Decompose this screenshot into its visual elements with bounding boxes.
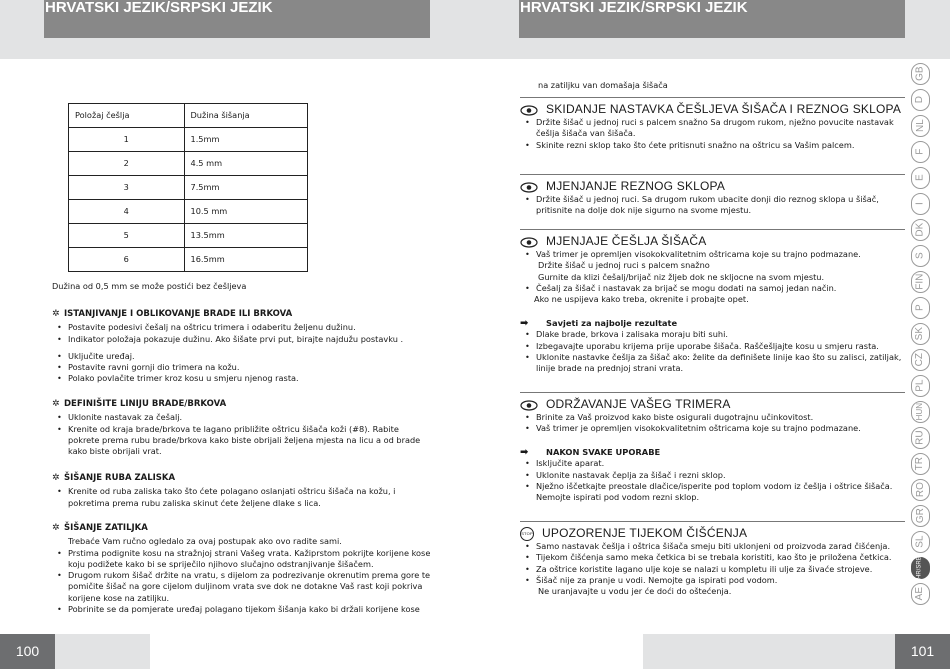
list-item: • Postavite ravni gornji dio trimera na kožu. [52, 362, 432, 373]
lang-tab[interactable]: HUN [911, 401, 930, 423]
lang-tab[interactable]: F [911, 141, 930, 163]
lang-tab[interactable]: DK [911, 219, 930, 241]
right-header: HRVATSKI JEZIK/SRPSKI JEZIK [519, 0, 905, 38]
list-item: • Vaš trimer je opremljen visokokvalitetnim oštricama koje su trajno podmazane. [520, 249, 905, 260]
list-item: • Uklonite nastavak čeplja za šišač i rezni sklop. [520, 470, 905, 481]
list-item: • Krenite od kraja brade/brkova te lagano približite oštricu šišača koži (#8). Rabite pokrete prema rubu brade/brkova kako biste obrijali željena mjesta na licu a od brade kako biste obrijali vrat. [52, 424, 432, 458]
continuation-text: na zatiljku van domašaja šišača [538, 80, 668, 90]
lang-tab[interactable]: P [911, 297, 930, 319]
sun-icon: ✲ [52, 523, 60, 534]
lang-tab[interactable]: AE [911, 583, 930, 605]
list-item: • Uključite uređaj. [52, 351, 432, 362]
table-header: Dužina šišanja [184, 104, 308, 128]
section-warning: STOP UPOZORENJE TIJEKOM ČIŠĆENJA • Samo nastavak češlja i oštrica šišača smeju biti uklonjeni od proizvoda zarad čišćenja. • Tijekom čišćenja samo meka četkica bi se trebala koristiti, kao što je priložena četkica. • Za oštrice koristite lagano ulje koje se nalazi u kompletu ili ulje za šivaće strojeve. • Šišač nije za pranje u vodi. Nemojte ga ispirati pod vodom. Ne uranjavajte u vodu jer će doći do oštećenja. [520, 521, 905, 597]
page-number-right: 101 [895, 634, 950, 669]
list-item: • Krenite od ruba zaliska tako što ćete polagano oslanjati oštricu šišača na kožu, i pokretima prema rubu zaliska skinut ćete željene dlake s lica. [52, 486, 432, 509]
list-item: • Pobrinite se da pomjerate uređaj polagano tijekom šišanja kako bi držali korijene kose [52, 604, 432, 615]
table-row: 6 16.5mm [69, 248, 308, 272]
lang-tab[interactable]: E [911, 167, 930, 189]
lang-tab[interactable]: RU [911, 427, 930, 449]
list-item: • Skinite rezni sklop tako što ćete pritisnuti snažno na oštricu sa Vašim palcem. [520, 140, 905, 151]
list-item: • Izbegavajte uporabu krijema prije uporabe šišača. Raščešljajte kosu u smjeru rasta. [520, 341, 905, 352]
table-row: 5 13.5mm [69, 224, 308, 248]
eye-icon [520, 105, 538, 116]
stop-icon: STOP [520, 527, 534, 541]
section-after-use: ➡ NAKON SVAKE UPORABE • Isključite aparat. • Uklonite nastavak čeplja za šišač i rezni sklop. • Nježno iščetkajte preostale dlačice/isperite pod toplom vodom iz češlja i oštrice šišača. Nemojte ispirati pod vodom rezni sklop. [520, 447, 905, 503]
section-remove-comb: SKIDANJE NASTAVKA ČEŠLJEVA ŠIŠAČA I REZNOG SKLOPA • Držite šišač u jednoj ruci s palcem snažno Sa drugom rukom, nježno povucite nastavak češlja šišača van šišača. • Skinite rezni sklop tako što ćete pritisnuti snažno na oštricu sa Vašim palcem. [520, 97, 905, 151]
lang-tab[interactable]: RO [911, 479, 930, 501]
intro-text: Trebaće Vam ručno ogledalo za ovaj postupak ako ovo radite sami. [68, 536, 342, 547]
list-item: • Uklonite nastavke češlja za šišač ako: želite da definišete linije kao što su zalisci, zatiljak, linije brade na prednjoj strani vrata. [520, 352, 905, 375]
sun-icon: ✲ [52, 309, 60, 320]
list-item: • Isključite aparat. [520, 458, 905, 469]
list-item: • Za oštrice koristite lagano ulje koje se nalazi u kompletu ili ulje za šivaće strojeve. [520, 564, 905, 575]
list-item: • Češalj za šišač i nastavak za brijač se mogu dodati na samoj jedan način. [520, 283, 905, 294]
section-change-comb: MJENJAJE ČEŠLJA ŠIŠAČA • Vaš trimer je opremljen visokokvalitetnim oštricama koje su trajno podmazane. Držite šišač u jednoj ruci s palcem snažno Gurnite da klizi češalj/brijač niz žljeb dok ne skljocne na svom mjestu. • Češalj za šišač i nastavak za brijač se mogu dodati na samoj jedan način. Ako ne uspijeva kako treba, okrenite i probajte opet. [520, 229, 905, 305]
lang-tab[interactable]: PL [911, 375, 930, 397]
table-header: Položaj češlja [69, 104, 185, 128]
table-row: 1 1.5mm [69, 128, 308, 152]
lang-tab[interactable]: S [911, 245, 930, 267]
section-change-cutter: MJENJANJE REZNOG SKLOPA • Držite šišač u jednoj ruci. Sa drugom rukom ubacite donji dio reznog sklopa u šišač, pritisnite na dolje dok nije sigurno na svome mjestu. [520, 174, 905, 217]
list-item: • Indikator položaja pokazuje dužinu. Ako šišate prvi put, birajte najdužu postavku . [52, 334, 432, 345]
lang-tab[interactable]: NL [911, 115, 930, 137]
lang-tab[interactable]: I [911, 193, 930, 215]
lang-tab-active[interactable]: HR/SRB [911, 557, 930, 579]
list-item: • Držite šišač u jednoj ruci. Sa drugom rukom ubacite donji dio reznog sklopa u šišač, pritisnite na dolje dok nije sigurno na svome mjestu. [520, 194, 905, 217]
language-tabs [905, 59, 935, 634]
list-item: • Držite šišač u jednoj ruci s palcem snažno Sa drugom rukom, nježno povucite nastavak češlja šišača van šišača. [520, 117, 905, 140]
list-item: • Nježno iščetkajte preostale dlačice/isperite pod toplom vodom iz češlja i oštrice šišača. Nemojte ispirati pod vodom rezni sklop. [520, 481, 905, 504]
list-item: • Prstima podignite kosu na stražnjoj strani Vašeg vrata. Kažiprstom pokrijte korijene kose koju podižete kako bi se spriječilo njihovo slučajno odstranjivanje šišačem. [52, 548, 432, 571]
section-tips: ➡ Savjeti za najbolje rezultate • Dlake brade, brkova i zalisaka moraju biti suhi. • Izbegavajte uporabu krijema prije uporabe šišača. Raščešljajte kosu u smjeru rasta. • Uklonite nastavke češlja za šišač ako: želite da definišete linije kao što su zalisci, zatiljak, linije brade na prednjoj strani vrata. [520, 318, 905, 374]
lang-tab[interactable]: SL [911, 531, 930, 553]
list-item: • Vaš trimer je opremljen visokokvalitetnim oštricama koje su trajno podmazane. [520, 423, 905, 434]
section-thinning: ✲ ISTANJIVANJE I OBLIKOVANJE BRADE ILI BRKOVA • Postavite podesivi češalj na oštricu trimera i odaberitu željenu dužinu. • Indikator položaja pokazuje dužinu. Ako šišate prvi put, birajte najdužu postavku . • Uključite uređaj. • Postavite ravni gornji dio trimera na kožu. • Polako povlačite trimer kroz kosu u smjeru njenog rasta. [52, 309, 432, 385]
left-header: HRVATSKI JEZIK/SRPSKI JEZIK [44, 0, 430, 38]
footer-band-left [55, 634, 150, 669]
lang-tab[interactable]: GR [911, 505, 930, 527]
arrow-right-icon: ➡ [520, 318, 529, 329]
section-maintenance: ODRŽAVANJE VAŠEG TRIMERA • Brinite za Vaš proizvod kako biste osigurali dugotrajnu učinkovitost. • Vaš trimer je opremljen visokokvalitetnim oštricama koje su trajno podmazane. [520, 392, 905, 435]
eye-icon [520, 182, 538, 193]
list-item: • Dlake brade, brkova i zalisaka moraju biti suhi. [520, 329, 905, 340]
footer-band-right [643, 634, 895, 669]
list-item: • Samo nastavak češlja i oštrica šišača smeju biti uklonjeni od proizvoda zarad čišćenja. [520, 541, 905, 552]
list-item: • Tijekom čišćenja samo meka četkica bi se trebala koristiti, kao što je priložena četkica. [520, 552, 905, 563]
table-row: 4 10.5 mm [69, 200, 308, 224]
list-item: • Drugom rukom šišač držite na vratu, s dijelom za podrezivanje okrenutim prema gore te pomičite šišač na gore cijelom duljinom vrata sve dok ne dotakne Vaš rast koji pokriva korijene kose na zatiljku. [52, 570, 432, 604]
arrow-right-icon: ➡ [520, 447, 529, 458]
length-note: Dužina od 0,5 mm se može postići bez češljeva [52, 281, 247, 291]
sun-icon: ✲ [52, 399, 60, 410]
table-row: 2 4.5 mm [69, 152, 308, 176]
lang-tab[interactable]: D [911, 89, 930, 111]
lang-tab[interactable]: TR [911, 453, 930, 475]
lang-tab[interactable]: GB [911, 63, 930, 85]
page-number-left: 100 [0, 634, 55, 669]
list-item: • Polako povlačite trimer kroz kosu u smjeru njenog rasta. [52, 373, 432, 384]
list-item: • Uklonite nastavak za češalj. [52, 412, 432, 423]
eye-icon [520, 400, 538, 411]
section-sideburns: ✲ ŠIŠANJE RUBA ZALISKA • Krenite od ruba zaliska tako što ćete polagano oslanjati oštricu šišača na kožu, i pokretima prema rubu zaliska skinut ćete željene dlake s lica. [52, 473, 432, 509]
comb-length-table [68, 103, 308, 272]
section-neck: ✲ ŠIŠANJE ZATILJKA Trebaće Vam ručno ogledalo za ovaj postupak ako ovo radite sami. • Prstima podignite kosu na stražnjoj strani Vašeg vrata. Kažiprstom pokrijte korijene kose koju podižete kako bi se spriječilo njihovo slučajno odstranjivanje šišačem. • Drugom rukom šišač držite na vratu, s dijelom za podrezivanje okrenutim prema gore te pomičite šišač na gore cijelom duljinom vrata sve dok ne dotakne Vaš rast koji pokriva korijene kose na zatiljku. • Pobrinite se da pomjerate uređaj polagano tijekom šišanja kako bi držali korijene kose [52, 523, 432, 615]
list-item: • Postavite podesivi češalj na oštricu trimera i odaberitu željenu dužinu. [52, 322, 432, 333]
table-row: 3 7.5mm [69, 176, 308, 200]
lang-tab[interactable]: FIN [911, 271, 930, 293]
eye-icon [520, 237, 538, 248]
list-item: • Brinite za Vaš proizvod kako biste osigurali dugotrajnu učinkovitost. [520, 412, 905, 423]
sun-icon: ✲ [52, 473, 60, 484]
section-define-line: ✲ DEFINIŠITE LINIJU BRADE/BRKOVA • Uklonite nastavak za češalj. • Krenite od kraja brade/brkova te lagano približite oštricu šišača koži (#8). Rabite pokrete prema rubu brade/brkova kako biste obrijali željena mjesta na licu a od brade kako biste obrijali vrat. [52, 399, 432, 457]
list-item: • Šišač nije za pranje u vodi. Nemojte ga ispirati pod vodom. [520, 575, 905, 586]
lang-tab[interactable]: CZ [911, 349, 930, 371]
lang-tab[interactable]: SK [911, 323, 930, 345]
